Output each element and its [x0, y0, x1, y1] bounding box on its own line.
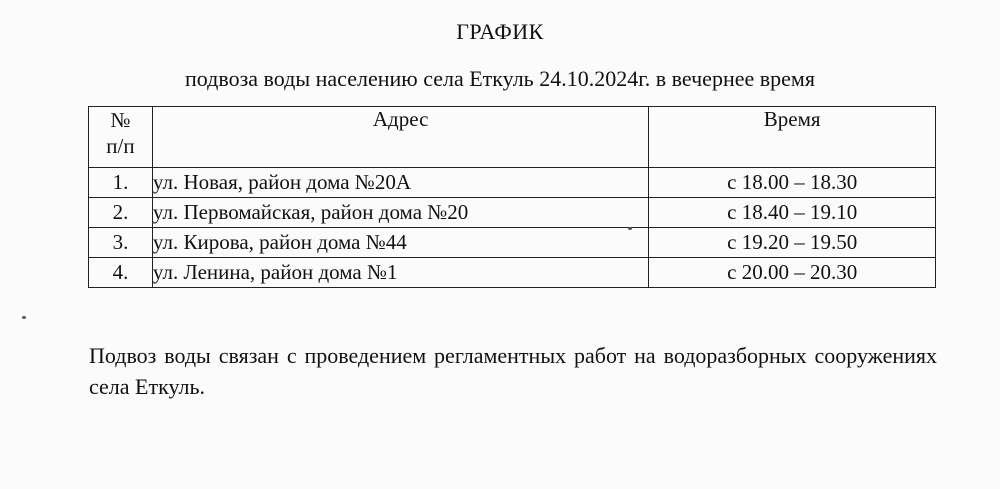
row-address: ул. Ленина, район дома №1 [152, 258, 648, 288]
row-number: 2. [89, 198, 153, 228]
row-time: с 18.40 – 19.10 [649, 198, 936, 228]
row-address: ул. Новая, район дома №20А [152, 168, 648, 198]
scan-speck [628, 227, 632, 230]
table-header-row [89, 107, 936, 168]
table-row [89, 228, 936, 258]
header-address: Адрес [152, 107, 648, 168]
document-title: ГРАФИК [456, 19, 544, 44]
header-number [89, 107, 153, 168]
row-time: с 19.20 – 19.50 [649, 228, 936, 258]
schedule-table [88, 106, 936, 288]
row-address: ул. Первомайская, район дома №20 [152, 198, 648, 228]
row-address: ул. Кирова, район дома №44 [152, 228, 648, 258]
document-note: Подвоз воды связан с проведением регламентных работ на водоразборных сооружениях села Еткуль. [89, 343, 937, 399]
scan-speck [22, 316, 26, 319]
row-time: с 20.00 – 20.30 [649, 258, 936, 288]
row-number: 3. [89, 228, 153, 258]
table-row [89, 258, 936, 288]
header-time: Время [649, 107, 936, 168]
row-number: 4. [89, 258, 153, 288]
table-row [89, 198, 936, 228]
row-number: 1. [89, 168, 153, 198]
header-number-symbol: № [110, 108, 131, 132]
table-row [89, 168, 936, 198]
document-subtitle: подвоза воды населению села Еткуль 24.10.2024г. в вечернее время [185, 66, 815, 91]
header-number-label: п/п [106, 134, 135, 158]
row-time: с 18.00 – 18.30 [649, 168, 936, 198]
